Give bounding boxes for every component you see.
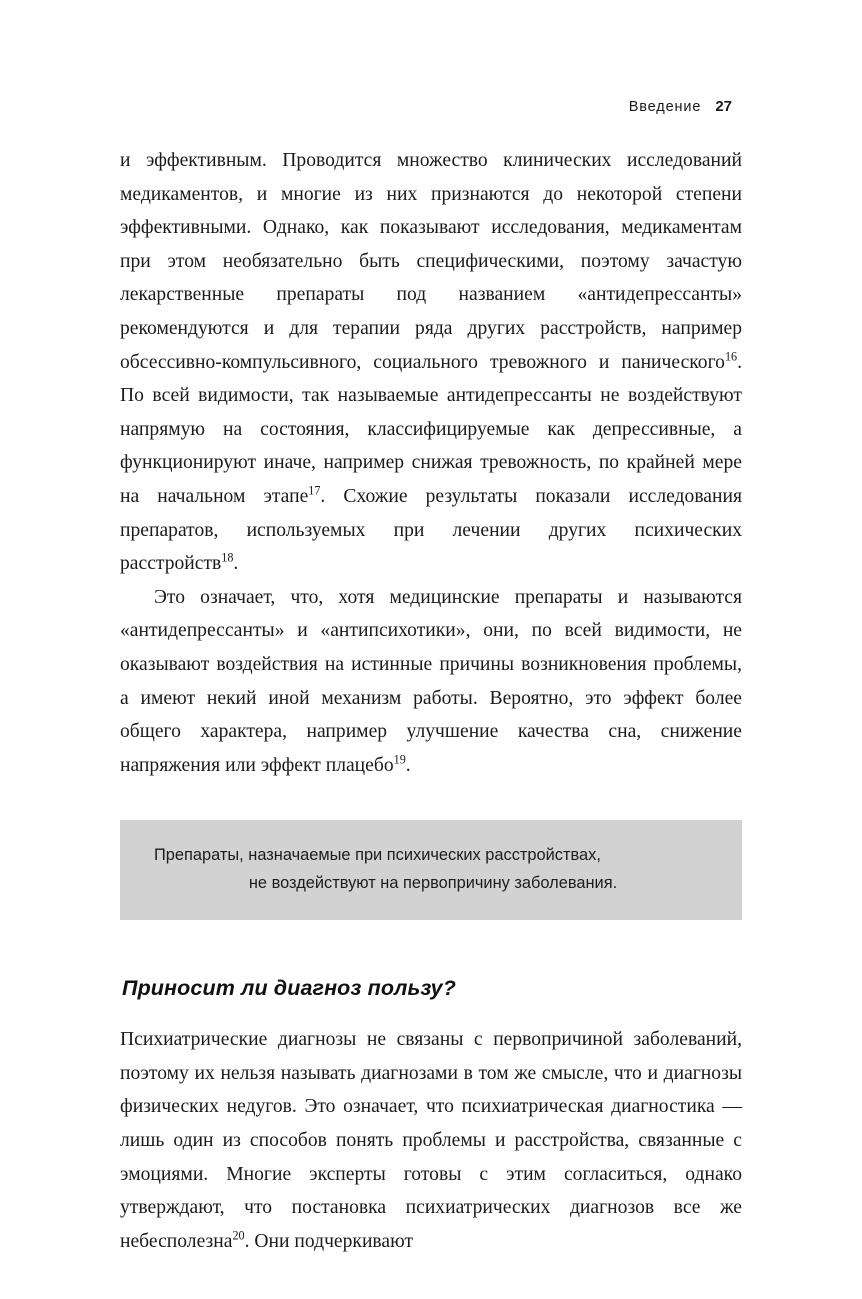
- footnote-marker-18: 18: [221, 550, 234, 565]
- running-header: [629, 98, 732, 115]
- paragraph-1-text-mid: . По всей видимости, так называемые антидепрессанты не воздействуют напрямую на состояния, классифицируемые как депрессивные, а функционируют иначе, например снижая тревожность, по крайней мере на начальном этапе: [120, 351, 742, 507]
- callout-line-1: Препараты, назначаемые при психических расстройствах,: [154, 846, 601, 865]
- paragraph-2: [120, 581, 742, 783]
- page-content: [120, 144, 742, 1258]
- paragraph-continued: [120, 144, 742, 581]
- section-paragraph: [120, 1023, 742, 1258]
- footnote-marker-16: 16: [724, 349, 738, 364]
- section-paragraph-text-end: . Они подчеркивают: [244, 1230, 414, 1252]
- section-heading: Приносит ли диагноз пользу?: [122, 976, 456, 1001]
- paragraph-1-text-pre: и эффективным. Проводится множество клинических исследований медикаментов, и многие из них признаются до некоторой степени эффективными. Однако, как показывают исследования, медикаментам при этом необязательно быть специфическими, поэтому зачастую лекарственные препараты под названием «антидепрессанты» рекомендуются и для терапии ряда других расстройств, например обсессивно-компульсивного, социального тревожного и панического: [120, 150, 742, 373]
- paragraph-2-text-end: .: [405, 754, 411, 776]
- footnote-marker-17: 17: [308, 483, 321, 498]
- paragraph-2-text-pre: Это означает, что, хотя медицинские препараты и называются «антидепрессанты» и «антипсихотики», они, по всей видимости, не оказывают воздействия на истинные причины возникновения проблемы, а имеют некий иной механизм работы. Вероятно, это эффект более общего характера, например улучшение качества сна, снижение напряжения или эффект плацебо: [120, 586, 742, 776]
- header-chapter-title: Введение: [628, 99, 702, 115]
- paragraph-1-text-mid2: . Схожие результаты показали исследования препаратов, используемых при лечении других психических расстройств: [120, 485, 742, 575]
- callout-box: [120, 820, 742, 920]
- callout-line-2: не воздействуют на первопричину заболевания.: [248, 874, 618, 893]
- paragraph-1-text-end: .: [233, 553, 239, 575]
- page-number: 27: [715, 98, 732, 115]
- section-paragraph-text-pre: Психиатрические диагнозы не связаны с первопричиной заболеваний, поэтому их нельзя называть диагнозами в том же смысле, что и диагнозы физических недугов. Это означает, что психиатрическая диагностика — лишь один из способов понять проблемы и расстройства, связанные с эмоциями. Многие эксперты готовы с этим согласиться, однако утверждают, что постановка психиатрических диагнозов все же небесполезна: [120, 1029, 742, 1252]
- footnote-marker-20: 20: [232, 1228, 245, 1243]
- footnote-marker-19: 19: [393, 752, 406, 767]
